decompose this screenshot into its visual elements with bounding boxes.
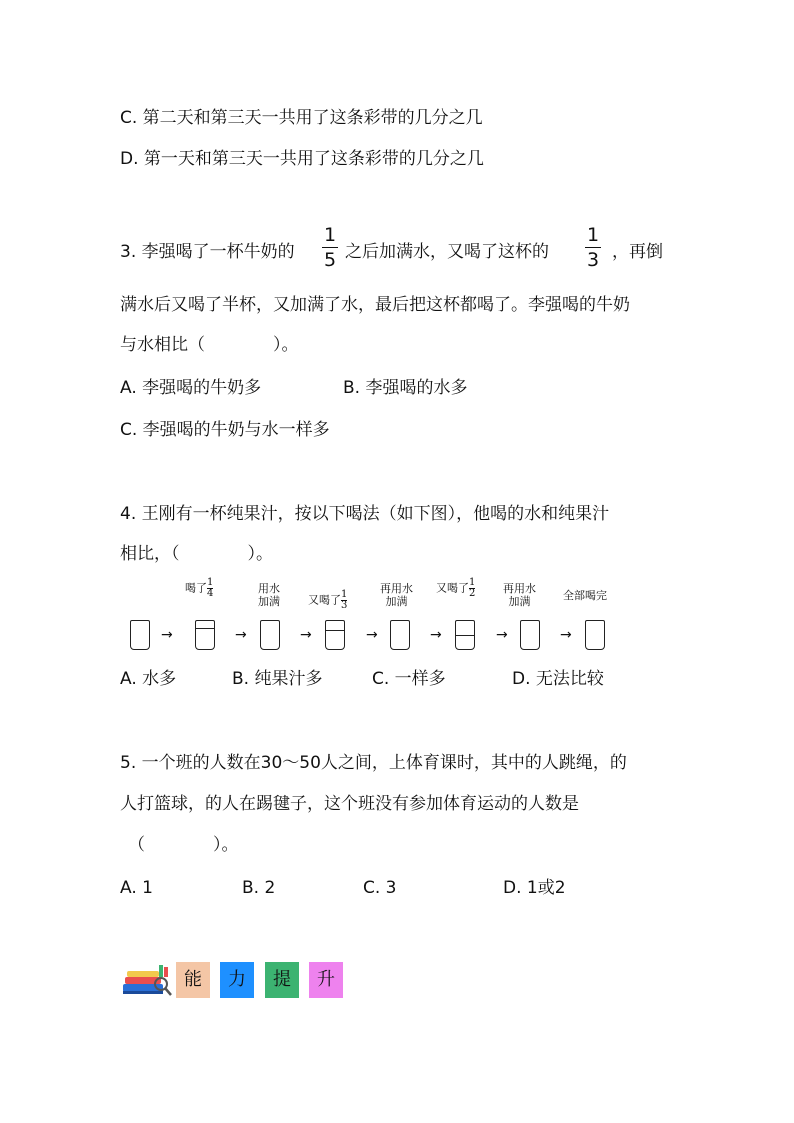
step-4-line2: 加满 — [385, 595, 408, 608]
step-7-line1: 全部喝完 — [563, 589, 607, 602]
q2-option-c: C. 第二天和第三天一共用了这条彩带的几分之几 — [120, 108, 483, 128]
q5-option-c: C. 3 — [363, 878, 397, 898]
q5-line2: 人打篮球，的人在踢毽子，这个班没有参加体育运动的人数是 — [120, 794, 579, 814]
q3-option-c: C. 李强喝的牛奶与水一样多 — [120, 420, 330, 440]
q2-option-d: D. 第一天和第三天一共用了这条彩带的几分之几 — [120, 149, 484, 169]
q4-option-b: B. 纯果汁多 — [232, 669, 323, 689]
q5-line1: 5. 一个班的人数在30～50人之间，上体育课时，其中的人跳绳，的 — [120, 753, 627, 773]
arrow-4: → — [366, 627, 378, 643]
cup-level — [326, 630, 344, 631]
step-5-num: 1 — [469, 577, 476, 588]
q3-line3: 与水相比（ ）。 — [120, 335, 299, 355]
step-label-2 — [258, 582, 280, 608]
cup-level — [456, 635, 474, 636]
cup-full — [130, 620, 150, 650]
step-3-den: 3 — [341, 600, 348, 611]
arrow-6: → — [496, 627, 508, 643]
q3-line1-mid: 之后加满水，又喝了这杯的 — [345, 242, 549, 262]
step-5-text: 又喝了 — [436, 581, 469, 595]
q4-line2: 相比，（ ）。 — [120, 544, 273, 564]
q3-option-b: B. 李强喝的水多 — [343, 378, 468, 398]
cup-three-quarters — [195, 620, 215, 650]
books-icon — [121, 962, 173, 998]
step-1-fraction — [207, 578, 213, 599]
step-label-7 — [563, 589, 607, 602]
q5-option-a: A. 1 — [120, 878, 153, 898]
arrow-5: → — [430, 627, 442, 643]
q3-fraction-1 — [322, 225, 338, 270]
step-6-line2: 加满 — [508, 595, 531, 608]
step-5-fraction — [469, 578, 475, 599]
q3-option-a: A. 李强喝的牛奶多 — [120, 378, 262, 398]
q3-line2: 满水后又喝了半杯，又加满了水，最后把这杯都喝了。李强喝的牛奶 — [120, 295, 630, 315]
cup-half — [455, 620, 475, 650]
arrow-1: → — [161, 627, 173, 643]
cup-two-thirds — [325, 620, 345, 650]
cup-refilled-2 — [390, 620, 410, 650]
q3-fraction-2-den: 3 — [586, 249, 600, 272]
q4-option-c: C. 一样多 — [372, 669, 446, 689]
step-label-1 — [185, 578, 213, 599]
step-6-line1: 再用水 — [503, 582, 536, 595]
section-tag-1: 能 — [176, 962, 210, 998]
arrow-2: → — [235, 627, 247, 643]
step-label-5 — [436, 578, 475, 599]
q3-line1-lead: 3. 李强喝了一杯牛奶的 — [120, 242, 295, 262]
fraction-bar — [322, 247, 338, 248]
q3-fraction-1-den: 5 — [323, 249, 337, 272]
step-3-text: 又喝了 — [308, 593, 341, 607]
q4-line1: 4. 王刚有一杯纯果汁，按以下喝法（如下图），他喝的水和纯果汁 — [120, 504, 610, 524]
q4-option-a: A. 水多 — [120, 669, 177, 689]
q3-fraction-1-num: 1 — [323, 224, 337, 246]
section-tag-4: 升 — [309, 962, 343, 998]
step-label-4 — [380, 582, 413, 608]
section-tag-3: 提 — [265, 962, 299, 998]
step-1-den: 4 — [207, 588, 214, 599]
step-1-num: 1 — [207, 577, 214, 588]
q3-line1-tail: ，再倒 — [612, 242, 663, 262]
step-label-3 — [308, 590, 347, 611]
step-3-fraction — [341, 590, 347, 611]
q4-option-d: D. 无法比较 — [512, 669, 604, 689]
q5-option-b: B. 2 — [242, 878, 276, 898]
q3-fraction-2 — [585, 225, 601, 270]
cup-empty — [585, 620, 605, 650]
step-5-den: 2 — [469, 588, 476, 599]
fraction-bar — [585, 247, 601, 248]
step-4-line1: 再用水 — [380, 582, 413, 595]
cup-refilled-1 — [260, 620, 280, 650]
q3-fraction-2-num: 1 — [586, 224, 600, 246]
step-3-num: 1 — [341, 589, 348, 600]
step-2-line2: 加满 — [258, 595, 280, 608]
step-1-text: 喝了 — [185, 581, 207, 595]
arrow-7: → — [560, 627, 572, 643]
step-label-6 — [503, 582, 536, 608]
section-tag-2: 力 — [220, 962, 254, 998]
arrow-3: → — [300, 627, 312, 643]
q5-option-d: D. 1或2 — [503, 878, 566, 898]
step-2-line1: 用水 — [258, 582, 280, 595]
cup-refilled-3 — [520, 620, 540, 650]
cup-level — [196, 628, 214, 629]
q5-line3: （ ）。 — [128, 835, 239, 855]
